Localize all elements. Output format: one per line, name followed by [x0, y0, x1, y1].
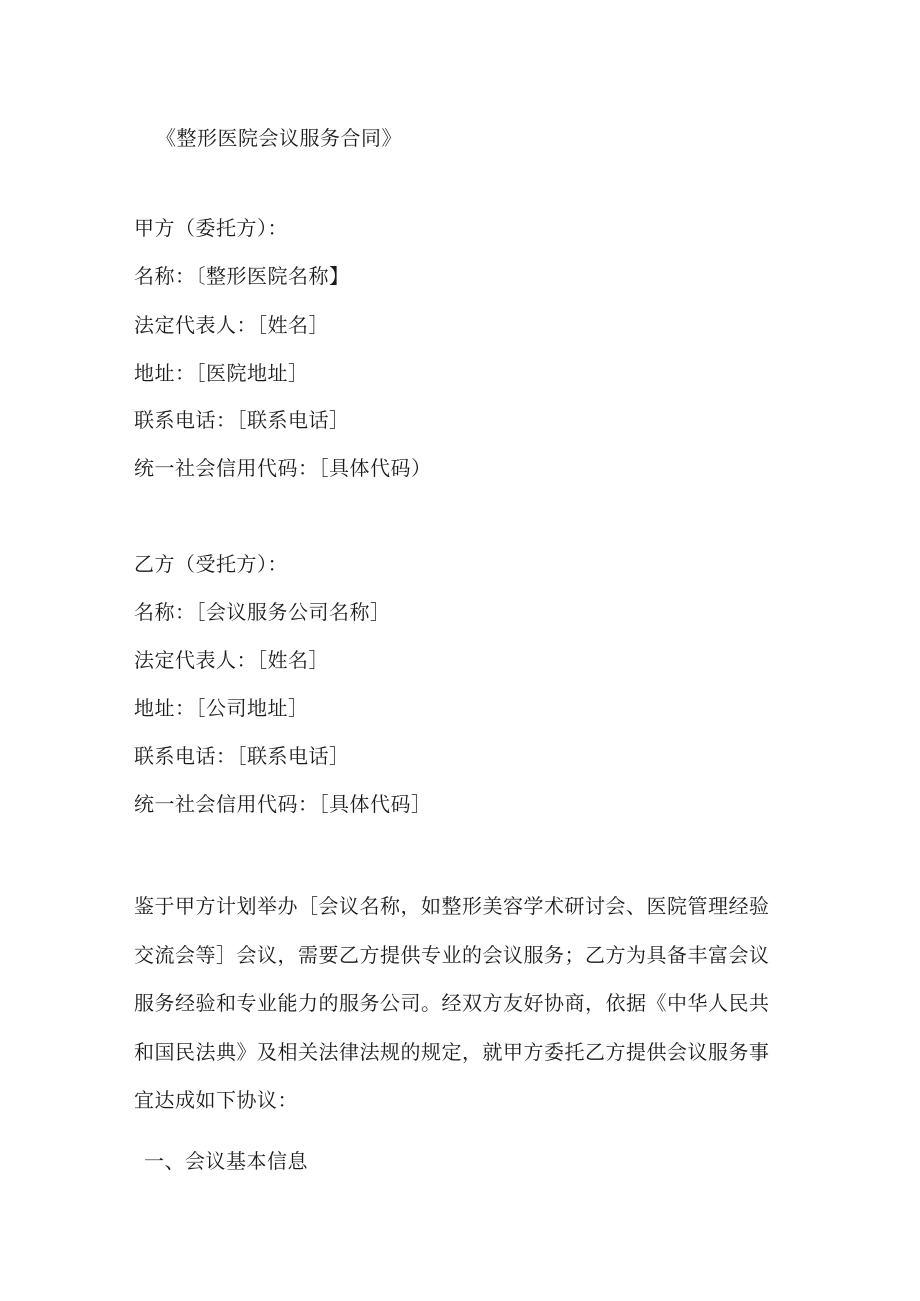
- party-b-name: 名称：［会议服务公司名称］: [134, 600, 391, 624]
- preamble-line: 和国民法典》及相关法律法规的规定，就甲方委托乙方提供会议服务事: [134, 1039, 770, 1064]
- section-1-heading: 一、会议基本信息: [144, 1149, 308, 1173]
- document-title: 《整形医院会议服务合同》: [156, 126, 402, 150]
- party-b-rep: 法定代表人：［姓名］: [134, 648, 329, 672]
- party-a-rep: 法定代表人：［姓名］: [134, 313, 329, 337]
- party-a-address: 地址：［医院地址］: [134, 361, 309, 385]
- party-b-phone: 联系电话：［联系电话］: [134, 744, 350, 768]
- preamble-line: 服务经验和专业能力的服务公司。经双方友好协商，依据《中华人民共: [134, 991, 770, 1016]
- party-a-phone: 联系电话：［联系电话］: [134, 408, 350, 432]
- party-a-credit-code: 统一社会信用代码：［具体代码）: [134, 456, 432, 480]
- party-a-heading: 甲方（委托方）：: [134, 216, 288, 240]
- preamble-paragraph: [134, 882, 774, 1125]
- party-b-heading: 乙方（受托方）：: [134, 552, 288, 576]
- preamble-line: 交流会等］会议，需要乙方提供专业的会议服务；乙方为具备丰富会议: [134, 942, 770, 967]
- party-a-name: 名称：〔整形医院名称】: [134, 264, 350, 288]
- preamble-line: 宜达成如下协议：: [134, 1088, 298, 1113]
- party-b-address: 地址：［公司地址］: [134, 696, 309, 720]
- party-b-credit-code: 统一社会信用代码：［具体代码］: [134, 792, 432, 816]
- preamble-line: 鉴于甲方计划举办［会议名称，如整形美容学术研讨会、医院管理经验: [134, 894, 770, 918]
